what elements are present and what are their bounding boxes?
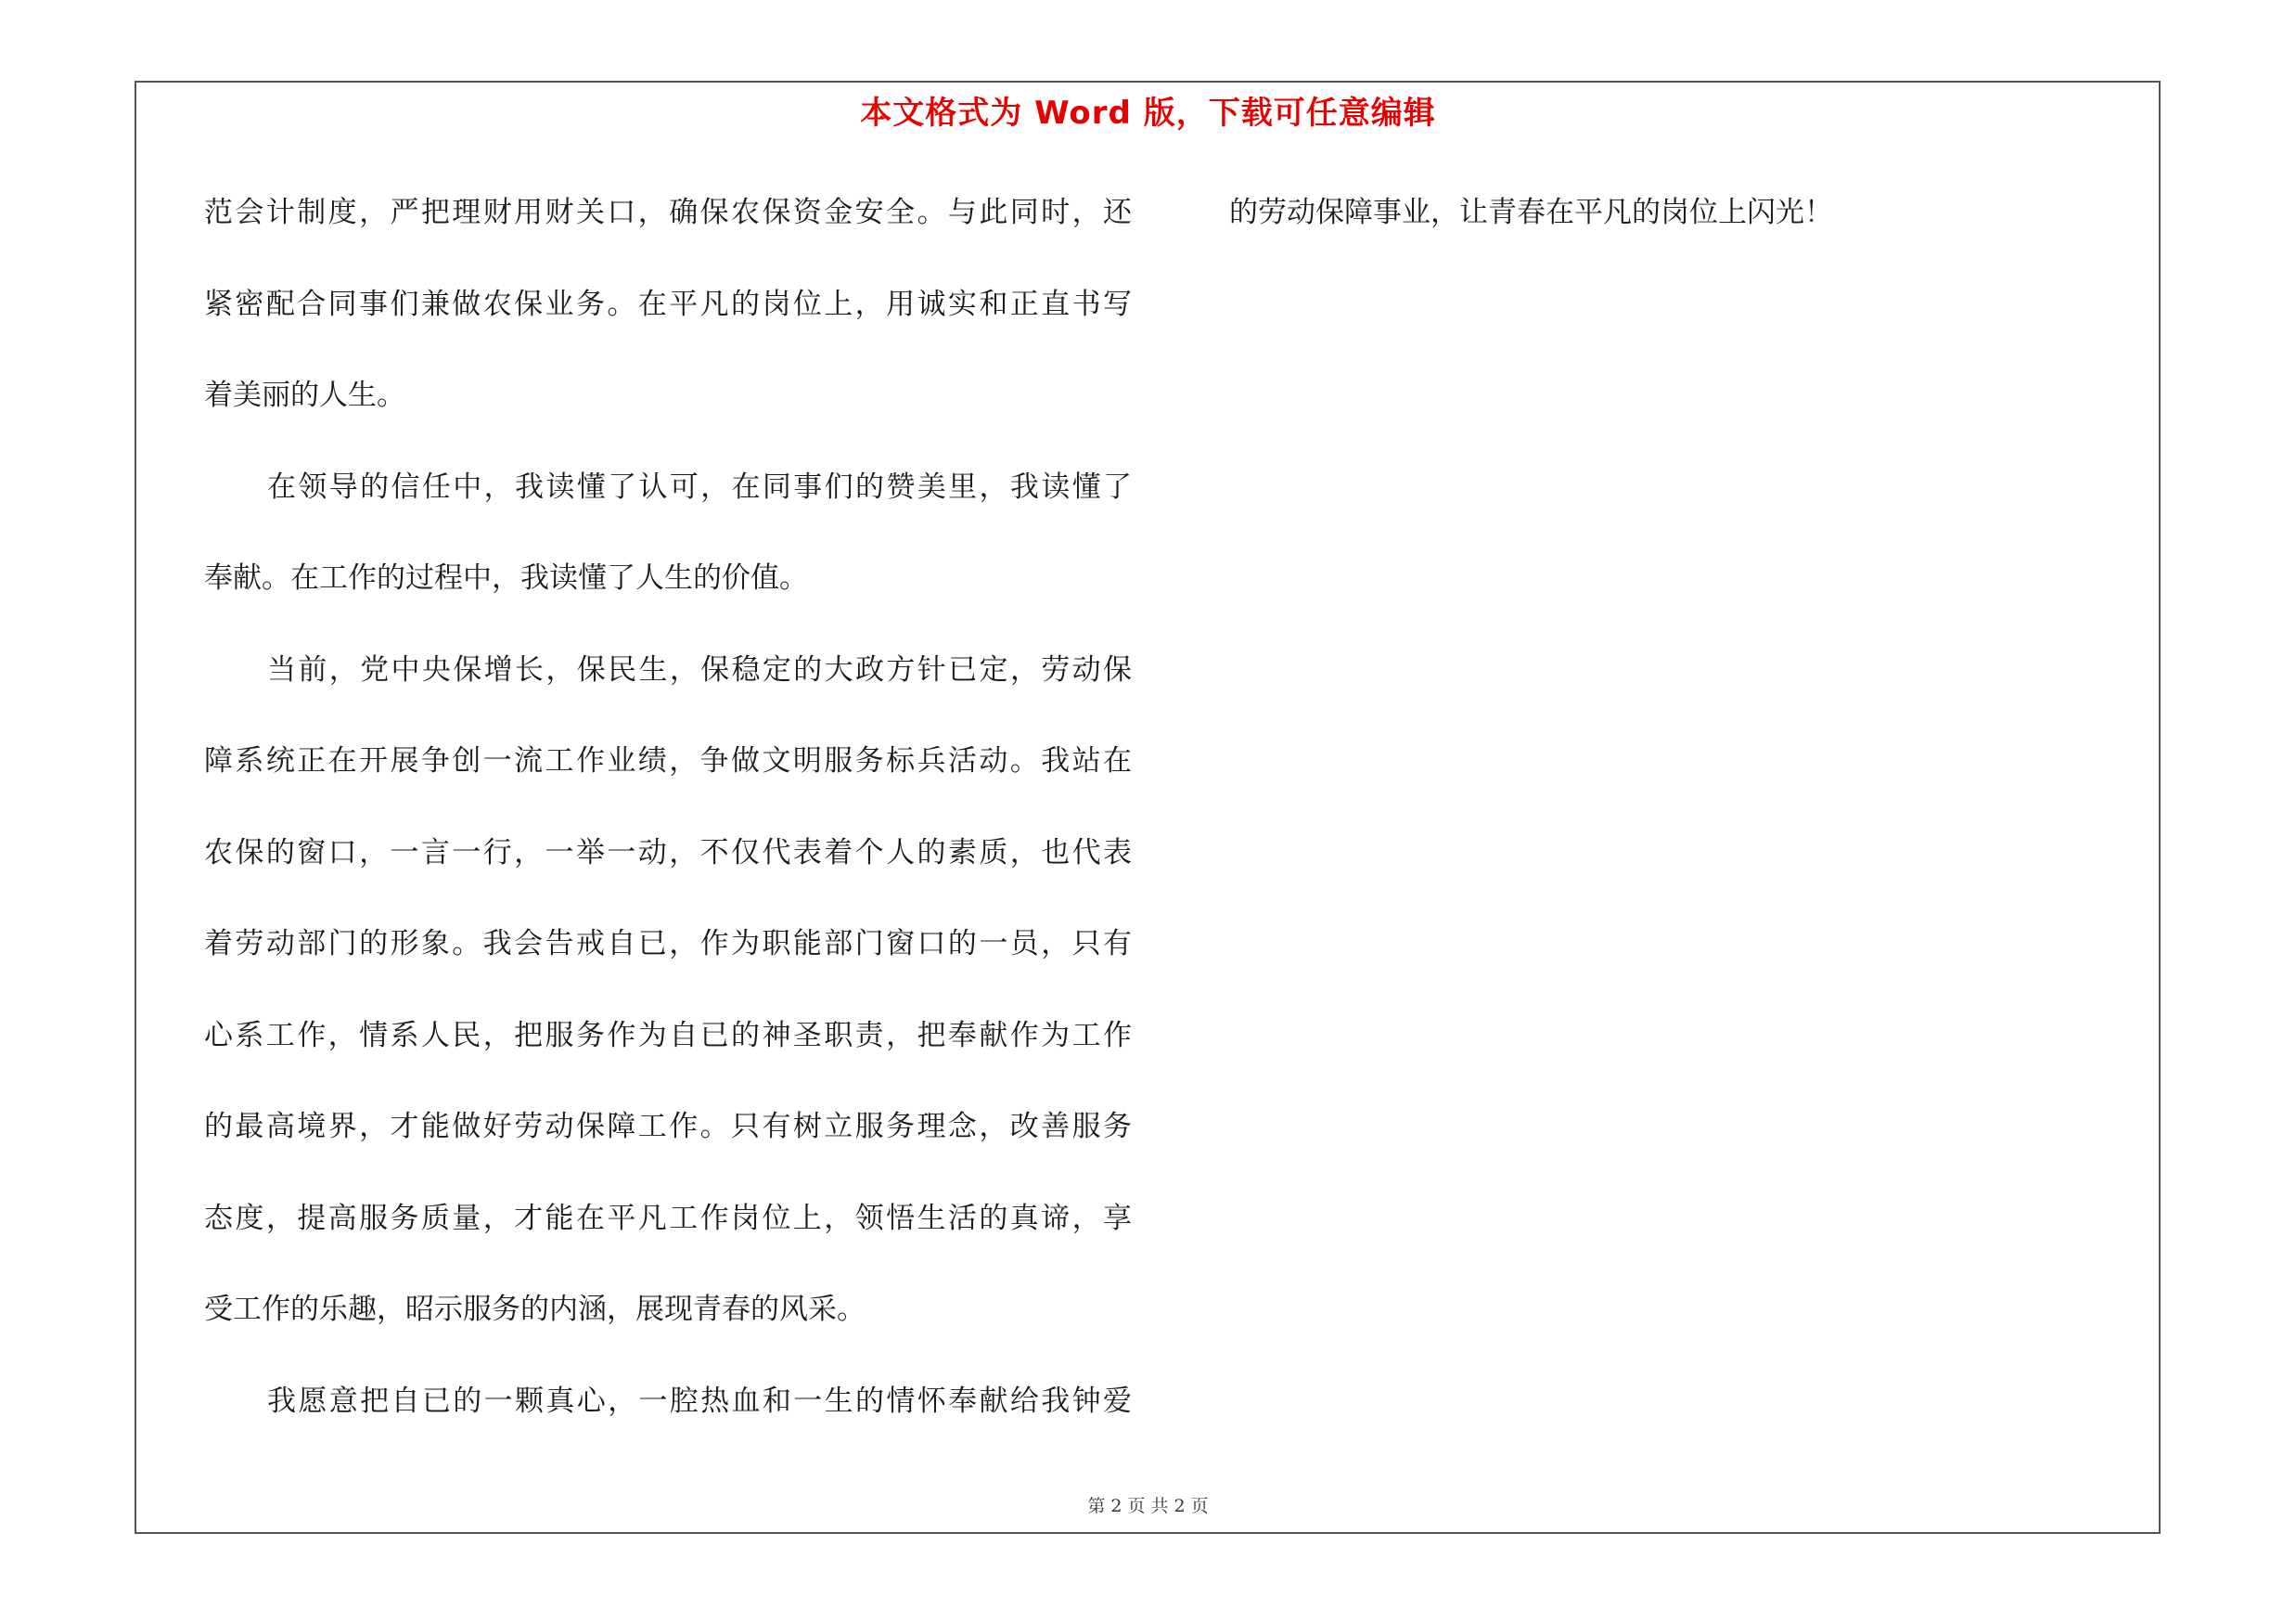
page-number-footer: 第 2 页 共 2 页 — [1087, 1496, 1209, 1516]
paragraph-first-line: 当前，党中央保增长，保民生，保稳定的大政方针已定，劳动保 — [267, 653, 1132, 687]
paragraph-first-line: 在领导的信任中，我读懂了认可，在同事们的赞美里，我读懂了 — [267, 470, 1132, 504]
text-line: 障系统正在开展争创一流工作业绩，争做文明服务标兵活动。我站在 — [204, 744, 1132, 778]
text-line: 紧密配合同事们兼做农保业务。在平凡的岗位上，用诚实和正直书写 — [204, 288, 1132, 321]
text-line: 着美丽的人生。 — [204, 379, 405, 412]
paragraph-first-line: 我愿意把自已的一颗真心，一腔热血和一生的情怀奉献给我钟爱 — [267, 1385, 1132, 1418]
text-line: 奉献。在工作的过程中，我读懂了人生的价值。 — [204, 561, 808, 595]
text-line: 心系工作，情系人民，把服务作为自已的神圣职责，把奉献作为工作 — [204, 1019, 1132, 1052]
text-line: 农保的窗口，一言一行，一举一动，不仅代表着个人的素质，也代表 — [204, 836, 1132, 869]
text-line: 态度，提高服务质量，才能在平凡工作岗位上，领悟生活的真谛，享 — [204, 1202, 1132, 1235]
text-line: 着劳动部门的形象。我会告戒自已，作为职能部门窗口的一员，只有 — [204, 927, 1132, 960]
text-line: 范会计制度，严把理财用财关口，确保农保资金安全。与此同时，还 — [204, 196, 1132, 229]
editable-word-banner: 本文格式为 Word 版，下载可任意编辑 — [860, 95, 1436, 132]
text-line: 受工作的乐趣，昭示服务的内涵，展现青春的风采。 — [204, 1293, 866, 1326]
text-line: 的最高境界，才能做好劳动保障工作。只有树立服务理念，改善服务 — [204, 1110, 1132, 1143]
text-line: 的劳动保障事业，让青春在平凡的岗位上闪光！ — [1229, 196, 1833, 229]
